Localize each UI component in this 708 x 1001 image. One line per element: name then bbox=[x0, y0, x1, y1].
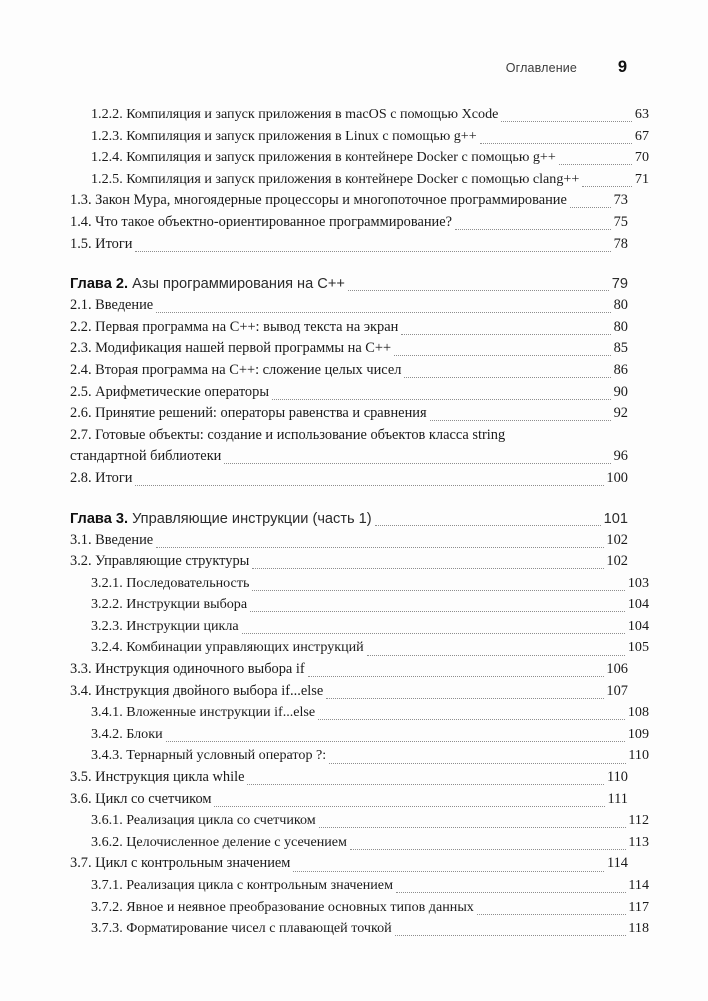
toc-page-number: 113 bbox=[628, 833, 649, 850]
toc-page-number: 79 bbox=[611, 276, 628, 293]
toc-chapter-entry[interactable] bbox=[70, 273, 628, 295]
dot-leader bbox=[272, 399, 611, 400]
toc-page-number: 102 bbox=[606, 553, 628, 570]
toc-page-number: 110 bbox=[628, 747, 649, 764]
dot-leader bbox=[308, 676, 604, 677]
toc-entry-title: 1.4. Что такое объектно-ориентированное программирование? bbox=[70, 213, 453, 230]
toc-entry-title: 1.2.3. Компиляция и запуск приложения в Linux с помощью g++ bbox=[91, 127, 477, 144]
dot-leader bbox=[247, 784, 604, 785]
dot-leader bbox=[135, 485, 603, 486]
toc-page-number: 114 bbox=[606, 855, 628, 872]
toc-entry-title: стандартной библиотеки bbox=[70, 448, 222, 465]
dot-leader bbox=[559, 164, 633, 165]
toc-entry-title: 3.1. Введение bbox=[70, 531, 154, 548]
dot-leader bbox=[156, 312, 611, 313]
dot-leader bbox=[326, 698, 604, 699]
toc-page-number: 104 bbox=[627, 596, 649, 613]
toc-page-number: 67 bbox=[634, 127, 649, 144]
dot-leader bbox=[350, 849, 626, 850]
dot-leader bbox=[394, 355, 611, 356]
toc-page-number: 70 bbox=[634, 149, 649, 166]
toc-entry-title: 1.2.2. Компиляция и запуск приложения в macOS с помощью Xcode bbox=[91, 106, 499, 122]
toc-section-entry[interactable] bbox=[70, 446, 628, 468]
toc-entry-title: 3.7.3. Форматирование чисел с плавающей точкой bbox=[91, 920, 392, 937]
toc-subsection-entry[interactable] bbox=[70, 875, 649, 897]
toc-page-number: 114 bbox=[628, 877, 649, 893]
toc-subsection-entry[interactable] bbox=[70, 573, 649, 595]
dot-leader bbox=[319, 827, 626, 828]
toc-subsection-entry[interactable] bbox=[70, 169, 649, 191]
toc-section-entry[interactable] bbox=[70, 659, 628, 681]
toc-entry-title: 2.5. Арифметические операторы bbox=[70, 383, 269, 400]
toc-page-number: 109 bbox=[627, 725, 649, 742]
toc-entry-title: 2.4. Вторая программа на C++: сложение целых чисел bbox=[70, 361, 402, 378]
page-folio-number: 9 bbox=[617, 58, 627, 76]
toc-chapter-title: Азы программирования на C++ bbox=[132, 276, 345, 293]
dot-leader bbox=[401, 334, 611, 335]
dot-leader bbox=[252, 590, 625, 591]
toc-page-number: 71 bbox=[634, 170, 649, 187]
toc-entry-title: 3.4.1. Вложенные инструкции if...else bbox=[91, 704, 316, 721]
toc-page-number: 112 bbox=[628, 812, 649, 829]
toc-subsection-entry[interactable] bbox=[70, 616, 649, 638]
toc-page-number: 105 bbox=[627, 639, 649, 656]
chapter-spacer bbox=[70, 490, 628, 508]
toc-section-entry[interactable] bbox=[70, 789, 628, 811]
toc-entry-title: 3.2.3. Инструкции цикла bbox=[91, 617, 239, 634]
dot-leader bbox=[455, 229, 611, 230]
toc-chapter-label: Глава 2. bbox=[70, 276, 129, 293]
running-head bbox=[70, 58, 627, 80]
dot-leader bbox=[166, 741, 626, 742]
dot-leader bbox=[367, 655, 626, 656]
toc-entry-title: 3.6. Цикл со счетчиком bbox=[70, 790, 212, 807]
dot-leader bbox=[252, 568, 604, 569]
toc-entry-title: 3.2.1. Последовательность bbox=[91, 574, 250, 591]
dot-leader bbox=[477, 914, 626, 915]
toc-page-number: 100 bbox=[606, 469, 628, 486]
toc-entry-title: 1.2.5. Компиляция и запуск приложения в контейнере Docker с помощью clang++ bbox=[91, 170, 580, 187]
toc-page-number: 111 bbox=[607, 790, 628, 807]
toc-entry-title: 1.2.4. Компиляция и запуск приложения в контейнере Docker с помощью g++ bbox=[91, 149, 556, 166]
toc-page-number: 107 bbox=[606, 682, 628, 699]
toc-page-number: 73 bbox=[613, 192, 628, 209]
toc-page-number: 86 bbox=[613, 361, 628, 378]
toc-subsection-entry[interactable] bbox=[70, 918, 649, 940]
toc-entry-title: 3.5. Инструкция цикла while bbox=[70, 769, 245, 786]
toc-entry-title: 3.7.2. Явное и неявное преобразование основных типов данных bbox=[91, 898, 474, 915]
toc-entry-title: 3.4. Инструкция двойного выбора if...else bbox=[70, 682, 324, 699]
running-head-title: Оглавление bbox=[505, 61, 577, 75]
toc-page-number: 110 bbox=[606, 769, 628, 786]
toc-entry-title: 2.7. Готовые объекты: создание и использование объектов класса string bbox=[70, 426, 506, 443]
toc-page-number: 63 bbox=[634, 106, 649, 122]
toc-subsection-entry[interactable] bbox=[70, 832, 649, 854]
dot-leader bbox=[501, 121, 632, 122]
toc-section-entry[interactable] bbox=[70, 767, 628, 789]
dot-leader bbox=[242, 633, 626, 634]
toc-entry-title: 2.8. Итоги bbox=[70, 469, 133, 486]
toc-section-entry[interactable] bbox=[70, 530, 628, 552]
dot-leader bbox=[293, 871, 604, 872]
toc-page-number: 75 bbox=[613, 213, 628, 230]
dot-leader bbox=[329, 763, 626, 764]
toc-section-entry[interactable] bbox=[70, 681, 628, 703]
dot-leader bbox=[318, 719, 625, 720]
toc-entry-title: 2.2. Первая программа на C++: вывод текста на экран bbox=[70, 318, 399, 335]
toc-subsection-entry[interactable] bbox=[70, 126, 649, 148]
toc-page-number: 108 bbox=[627, 704, 649, 721]
chapter-spacer bbox=[70, 255, 628, 273]
toc-entry-title: 3.2. Управляющие структуры bbox=[70, 553, 250, 570]
toc-subsection-entry[interactable] bbox=[70, 702, 649, 724]
toc-entry-title: 3.2.2. Инструкции выбора bbox=[91, 596, 248, 613]
toc-section-entry[interactable] bbox=[70, 853, 628, 875]
toc-entry-title: 2.3. Модификация нашей первой программы на C++ bbox=[70, 340, 392, 357]
dot-leader bbox=[430, 420, 612, 421]
toc-entry-title: 3.2.4. Комбинации управляющих инструкций bbox=[91, 639, 364, 656]
toc-subsection-entry[interactable] bbox=[70, 810, 649, 832]
dot-leader bbox=[480, 143, 633, 144]
toc-entry-title: 2.6. Принятие решений: операторы равенства и сравнения bbox=[70, 405, 427, 422]
toc-section-entry[interactable] bbox=[70, 468, 628, 490]
toc-chapter-title: Управляющие инструкции (часть 1) bbox=[132, 510, 372, 527]
dot-leader bbox=[348, 290, 609, 291]
dot-leader bbox=[375, 525, 601, 526]
toc-chapter-entry[interactable] bbox=[70, 508, 628, 530]
toc-chapter-label: Глава 3. bbox=[70, 510, 129, 527]
toc-subsection-entry[interactable] bbox=[70, 594, 649, 616]
dot-leader bbox=[156, 547, 604, 548]
table-of-contents-list bbox=[70, 104, 649, 940]
toc-entry-title: 1.5. Итоги bbox=[70, 235, 133, 252]
dot-leader bbox=[135, 251, 611, 252]
toc-section-entry[interactable] bbox=[70, 338, 628, 360]
toc-page-number: 92 bbox=[613, 405, 628, 422]
toc-subsection-entry[interactable] bbox=[70, 745, 649, 767]
toc-section-entry[interactable] bbox=[70, 234, 628, 256]
toc-page-number: 106 bbox=[606, 661, 628, 678]
toc-entry-title: 3.7.1. Реализация цикла с контрольным значением bbox=[91, 877, 393, 893]
toc-section-entry[interactable] bbox=[70, 551, 628, 573]
toc-page-number: 78 bbox=[613, 235, 628, 252]
dot-leader bbox=[224, 463, 611, 464]
dot-leader bbox=[250, 611, 625, 612]
toc-subsection-entry[interactable] bbox=[70, 637, 649, 659]
toc-page-number: 103 bbox=[627, 574, 649, 591]
toc-entry-title: 3.4.2. Блоки bbox=[91, 725, 163, 742]
toc-section-entry[interactable] bbox=[70, 295, 628, 317]
toc-section-entry[interactable] bbox=[70, 190, 628, 212]
toc-section-entry[interactable] bbox=[70, 425, 628, 447]
toc-subsection-entry[interactable] bbox=[70, 724, 649, 746]
toc-entry-title: 1.3. Закон Мура, многоядерные процессоры и многопоточное программирование bbox=[70, 192, 567, 209]
toc-page-number: 90 bbox=[613, 383, 628, 400]
toc-page-number: 80 bbox=[613, 297, 628, 314]
dot-leader bbox=[404, 377, 611, 378]
toc-section-entry[interactable] bbox=[70, 403, 628, 425]
toc-page-number: 96 bbox=[613, 448, 628, 465]
toc-subsection-entry[interactable] bbox=[70, 897, 649, 919]
dot-leader bbox=[570, 207, 611, 208]
toc-page-number: 118 bbox=[628, 920, 649, 937]
toc-page-number: 102 bbox=[606, 531, 628, 548]
toc-subsection-entry[interactable] bbox=[70, 104, 649, 126]
dot-leader bbox=[214, 806, 605, 807]
toc-entry-title: 3.4.3. Тернарный условный оператор ?: bbox=[91, 747, 327, 764]
toc-page-number: 85 bbox=[613, 340, 628, 357]
toc-section-entry[interactable] bbox=[70, 382, 628, 404]
toc-entry-title: 3.6.1. Реализация цикла со счетчиком bbox=[91, 812, 316, 829]
dot-leader bbox=[395, 935, 626, 936]
toc-section-entry[interactable] bbox=[70, 317, 628, 339]
dot-leader bbox=[582, 186, 632, 187]
toc-entry-title: 3.6.2. Целочисленное деление с усечением bbox=[91, 833, 347, 850]
toc-entry-title: 3.7. Цикл с контрольным значением bbox=[70, 855, 291, 872]
dot-leader bbox=[396, 892, 626, 893]
toc-entry-title: 3.3. Инструкция одиночного выбора if bbox=[70, 661, 305, 678]
toc-section-entry[interactable] bbox=[70, 212, 628, 234]
toc-page-number: 117 bbox=[628, 898, 649, 915]
toc-page-number: 101 bbox=[603, 510, 628, 527]
toc-page-number: 104 bbox=[627, 617, 649, 634]
toc-section-entry[interactable] bbox=[70, 360, 628, 382]
toc-entry-title: 2.1. Введение bbox=[70, 297, 154, 314]
toc-page-number: 80 bbox=[613, 318, 628, 335]
toc-subsection-entry[interactable] bbox=[70, 147, 649, 169]
